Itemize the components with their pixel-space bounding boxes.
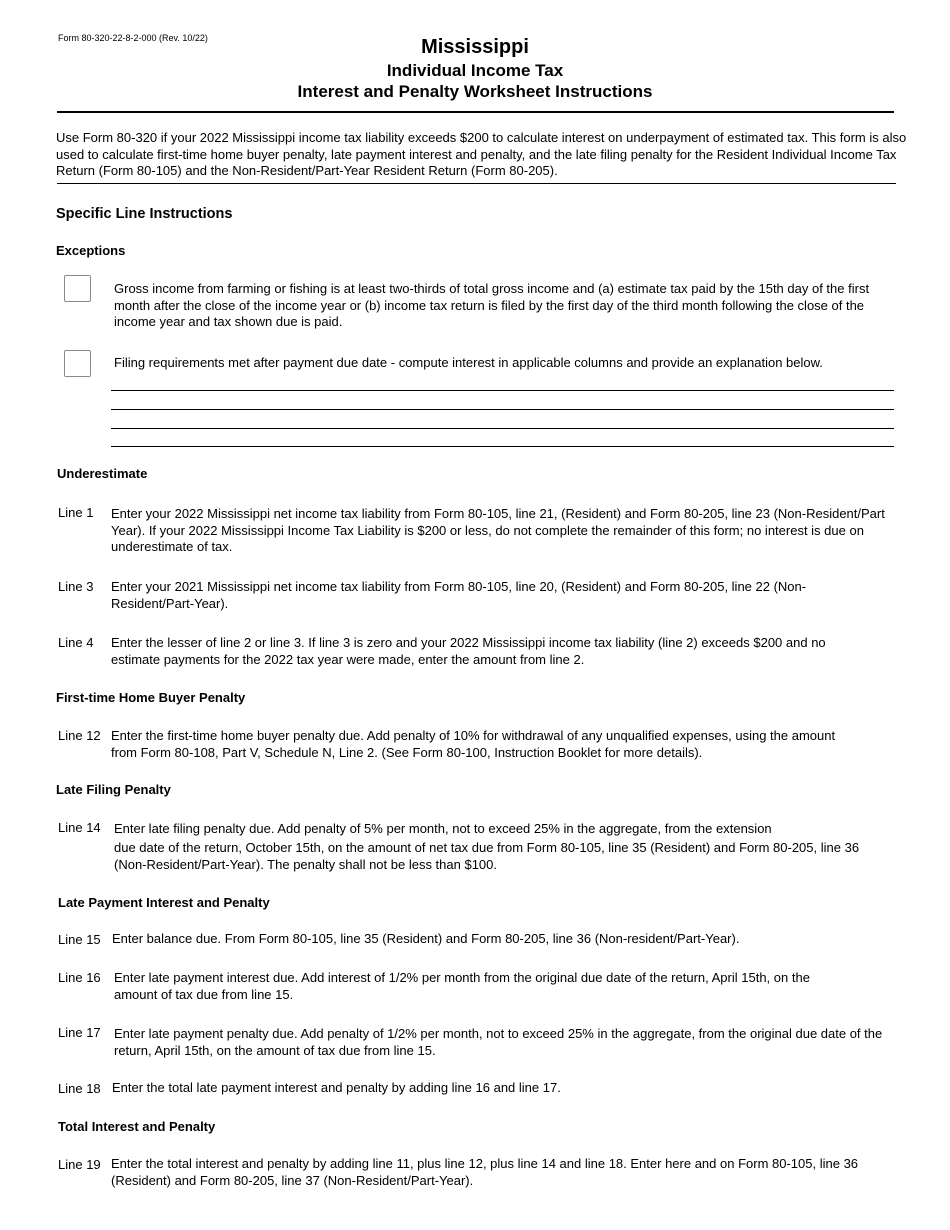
title-form: Interest and Penalty Worksheet Instructions — [297, 82, 653, 101]
line-4-text: Enter the lesser of line 2 or line 3. If line 3 is zero and your 2022 Mississippi income tax liability (line 2) exceeds $200 and no estimate payments for the 2022 tax year were made, enter the amount from line 2. — [111, 635, 826, 667]
line-14-text-part1: Enter late filing penalty due. Add penalty of 5% per month, not to exceed 25% in the aggregate, from the extension — [114, 821, 772, 836]
exceptions-heading: Exceptions — [56, 243, 126, 258]
line-14-text-part2: due date of the return, October 15th, on the amount of net tax due from Form 80-105, line 35 (Resident) and Form 80-205, line 36 (Non-Resident/Part-Year). The penalty shall not be less than $100. — [114, 840, 860, 872]
line-14-number: Line 14 — [58, 820, 101, 835]
explanation-line[interactable] — [111, 409, 894, 410]
exception-filing-checkbox[interactable] — [64, 350, 91, 377]
late-filing-heading: Late Filing Penalty — [56, 782, 171, 797]
exception-filing-text: Filing requirements met after payment due date - compute interest in applicable columns and provide an explanation below. — [114, 355, 823, 370]
title-tax: Individual Income Tax — [386, 61, 564, 80]
line-16-number: Line 16 — [58, 970, 101, 985]
title-state: Mississippi — [421, 36, 529, 58]
intro-divider — [57, 183, 896, 184]
intro-paragraph: Use Form 80-320 if your 2022 Mississippi income tax liability exceeds $200 to calculate interest on underpayment of estimated tax. This form is also used to calculate first-time home buyer penalty, late payment interest and penalty, and the late filing penalty for the Resident Individual Income Tax Return (Form 80-105) and the Non-Resident/Part-Year Resident Return (Form 80-205). — [56, 130, 907, 178]
line-15-number: Line 15 — [58, 932, 101, 947]
line-1-number: Line 1 — [58, 505, 94, 520]
line-18-text: Enter the total late payment interest and penalty by adding line 16 and line 17. — [112, 1080, 561, 1095]
explanation-line[interactable] — [111, 390, 894, 391]
line-18-number: Line 18 — [58, 1081, 101, 1096]
header-divider — [57, 111, 894, 113]
late-payment-heading: Late Payment Interest and Penalty — [58, 895, 270, 910]
line-3-text: Enter your 2021 Mississippi net income tax liability from Form 80-105, line 20, (Resident) and Form 80-205, line 22 (Non-Resident/Part-Year). — [111, 579, 807, 611]
line-4-number: Line 4 — [58, 635, 94, 650]
exception-farming-checkbox[interactable] — [64, 275, 91, 302]
line-19-number: Line 19 — [58, 1157, 101, 1172]
line-15-text: Enter balance due. From Form 80-105, line 35 (Resident) and Form 80-205, line 36 (Non-resident/Part-Year). — [112, 931, 740, 946]
explanation-line[interactable] — [111, 446, 894, 447]
line-3-number: Line 3 — [58, 579, 94, 594]
line-16-text: Enter late payment interest due. Add interest of 1/2% per month from the original due date of the return, April 15th, on the amount of tax due from line 15. — [114, 970, 810, 1002]
home-buyer-heading: First-time Home Buyer Penalty — [56, 690, 246, 705]
exception-farming-text: Gross income from farming or fishing is at least two-thirds of total gross income and (a) estimate tax paid by the 15th day of the first month after the close of the income year or (b) income tax return is filed by the first day of the third month following the close of the income year and tax shown due is paid. — [114, 281, 870, 329]
line-19-text: Enter the total interest and penalty by adding line 11, plus line 12, plus line 14 and line 18. Enter here and on Form 80-105, line 36 (Resident) and Form 80-205, line 37 (Non-Resident/Part-Year). — [111, 1156, 859, 1188]
line-17-number: Line 17 — [58, 1025, 101, 1040]
form-number: Form 80-320-22-8-2-000 (Rev. 10/22) — [58, 33, 208, 43]
underestimate-heading: Underestimate — [57, 466, 148, 481]
line-17-text: Enter late payment penalty due. Add penalty of 1/2% per month, not to exceed 25% in the aggregate, from the original due date of the return, April 15th, on the amount of tax due from line 15. — [114, 1026, 883, 1058]
specific-line-instructions-heading: Specific Line Instructions — [56, 206, 233, 222]
line-1-text: Enter your 2022 Mississippi net income tax liability from Form 80-105, line 21, (Resident) and Form 80-205, line 23 (Non-Resident/Part Year). If your 2022 Mississippi Income Tax Liability is $200 or less, do not complete the remainder of this form; no interest is due on underestimate of tax. — [111, 506, 885, 554]
total-heading: Total Interest and Penalty — [58, 1119, 216, 1134]
explanation-line[interactable] — [111, 428, 894, 429]
line-12-number: Line 12 — [58, 728, 101, 743]
line-12-text: Enter the first-time home buyer penalty due. Add penalty of 10% for withdrawal of any unqualified expenses, using the amount from Form 80-108, Part V, Schedule N, Line 2. (See Form 80-100, Instruction Booklet for more details). — [111, 728, 836, 760]
